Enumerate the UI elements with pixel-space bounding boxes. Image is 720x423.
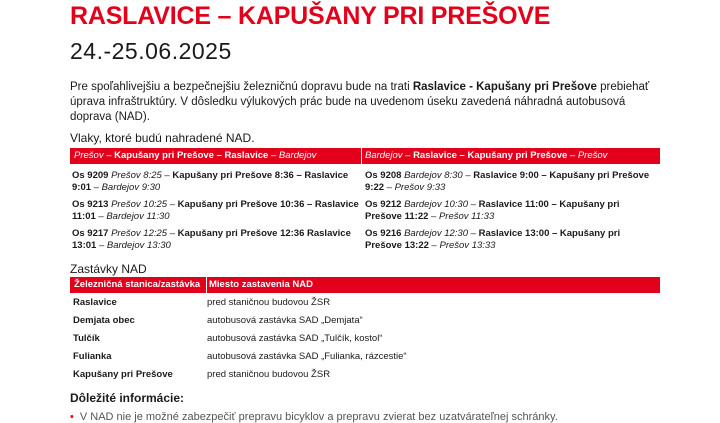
train-departure: Bardejov 12:30 (404, 228, 469, 239)
train-departure: Prešov 8:25 (111, 170, 162, 181)
closure-date: 24.-25.06.2025 (70, 38, 232, 64)
train-arrival: Prešov 11:33 (438, 211, 495, 222)
stop-station: Tulčík (73, 333, 100, 344)
dir-right-dash1: – (402, 150, 414, 161)
stop-station: Kapušany pri Prešove (73, 369, 173, 380)
dir-right-start: Bardejov (365, 150, 403, 161)
dir-right-mid: Raslavice – Kapušany pri Prešove (413, 150, 568, 161)
train-number: Os 9213 (72, 199, 109, 210)
table-row (70, 366, 660, 384)
train-number: Os 9216 (365, 228, 402, 239)
info-bullet-text: V NAD nie je možné zabezpečiť prepravu bicyklov a prepravu zvierat bez uzatvárateľnej schránky. (79, 411, 558, 423)
dir-left-start: Prešov (74, 150, 104, 161)
stop-place: pred staničnou budovou ŽSR (207, 297, 331, 308)
col-station-header: Železničná stanica/zastávka (74, 279, 201, 290)
train-item: Os 9208 Bardejov 8:30 – Raslavice 9:00 – Kapušany pri Prešove 9:22 – Prešov 9:33 (365, 170, 650, 193)
train-route: Raslavice 13:00 – Kapušany pri Prešove 13:22 (365, 228, 621, 251)
stop-station: Raslavice (73, 297, 117, 308)
table-row (70, 330, 660, 348)
header-divider (206, 277, 207, 293)
train-arrival: Bardejov 9:30 (101, 182, 161, 193)
dir-left-dash1: – (103, 150, 115, 161)
train-departure: Prešov 12:25 (111, 228, 168, 239)
dir-right-end: Prešov (577, 150, 608, 161)
train-route: Raslavice 11:00 – Kapušany pri Prešove 11:22 (365, 199, 620, 222)
dir-left-dash2: – (268, 150, 279, 161)
train-item: Os 9213 Prešov 10:25 – Kapušany pri Prešove 10:36 – Raslavice 11:01 – Bardejov 11:30 (72, 199, 359, 222)
train-route: Kapušany pri Prešove 12:36 Raslavice 13:01 (72, 228, 351, 251)
train-arrival: Bardejov 11:30 (106, 211, 170, 222)
train-arrival: Prešov 9:33 (394, 182, 446, 193)
train-number: Os 9212 (365, 199, 402, 210)
train-item: Os 9217 Prešov 12:25 – Kapušany pri Prešove 12:36 Raslavice 13:01 – Bardejov 13:30 (72, 228, 351, 251)
intro-route: Raslavice - Kapušany pri Prešove (412, 81, 597, 93)
bullet-icon: • (70, 411, 74, 423)
table-row (70, 312, 660, 330)
train-number: Os 9217 (72, 228, 109, 239)
col-place-header: Miesto zastavenia NAD (209, 279, 314, 290)
trains-heading: Vlaky, ktoré budú nahradené NAD. (70, 131, 255, 145)
table-row (70, 294, 660, 312)
dir-left-mid: Kapušany pri Prešove – Raslavice (114, 150, 269, 161)
info-heading: Dôležité informácie: (70, 391, 185, 405)
train-item: Os 9216 Bardejov 12:30 – Raslavice 13:00 – Kapušany pri Prešove 13:22 – Prešov 13:33 (365, 228, 621, 251)
stop-place: pred staničnou budovou ŽSR (207, 369, 331, 380)
train-number: Os 9208 (365, 170, 402, 181)
train-route: Kapušany pri Prešove 10:36 – Raslavice 11:01 (72, 199, 359, 222)
stop-place: autobusová zastávka SAD „Tulčík, kostol“ (207, 333, 383, 344)
train-arrival: Prešov 13:33 (439, 240, 496, 251)
train-number: Os 9209 (72, 170, 109, 181)
direction-bar-left (70, 148, 361, 164)
train-route: Kapušany pri Prešove 8:36 – Raslavice 9:01 (72, 170, 349, 193)
stop-place: autobusová zastávka SAD „Fulianka, rázcestie“ (207, 351, 407, 362)
stops-heading: Zastávky NAD (70, 262, 147, 276)
train-departure: Prešov 10:25 (111, 199, 168, 210)
train-item: Os 9212 Bardejov 10:30 – Raslavice 11:00 – Kapušany pri Prešove 11:22 – Prešov 11:33 (365, 199, 620, 222)
train-departure: Bardejov 10:30 (404, 199, 469, 210)
stop-place: autobusová zastávka SAD „Demjata“ (207, 315, 363, 326)
train-route: Raslavice 9:00 – Kapušany pri Prešove 9:22 (365, 170, 650, 193)
dir-right-dash2: – (567, 150, 578, 161)
dir-left-end: Bardejov (278, 150, 317, 161)
info-bullet (70, 411, 558, 423)
stop-station: Fulianka (73, 351, 112, 362)
train-departure: Bardejov 8:30 (404, 170, 463, 181)
stops-table-header (70, 277, 660, 293)
table-row (70, 348, 660, 366)
intro-text-start: Pre spoľahlivejšiu a bezpečnejšiu železničnú dopravu bude na trati (70, 81, 413, 93)
train-item: Os 9209 Prešov 8:25 – Kapušany pri Prešove 8:36 – Raslavice 9:01 – Bardejov 9:30 (72, 170, 349, 193)
train-arrival: Bardejov 13:30 (106, 240, 171, 251)
intro-paragraph (70, 80, 670, 125)
intro-text-end: prebiehať úprava infraštruktúry. V dôsledku výlukových prác bude na uvedenom úseku zavedená náhradná autobusová doprava (NAD). (70, 81, 650, 123)
page-title: RASLAVICE – KAPUŠANY PRI PREŠOVE (70, 2, 551, 30)
stop-station: Demjata obec (73, 315, 135, 326)
direction-bar-right (362, 148, 660, 164)
